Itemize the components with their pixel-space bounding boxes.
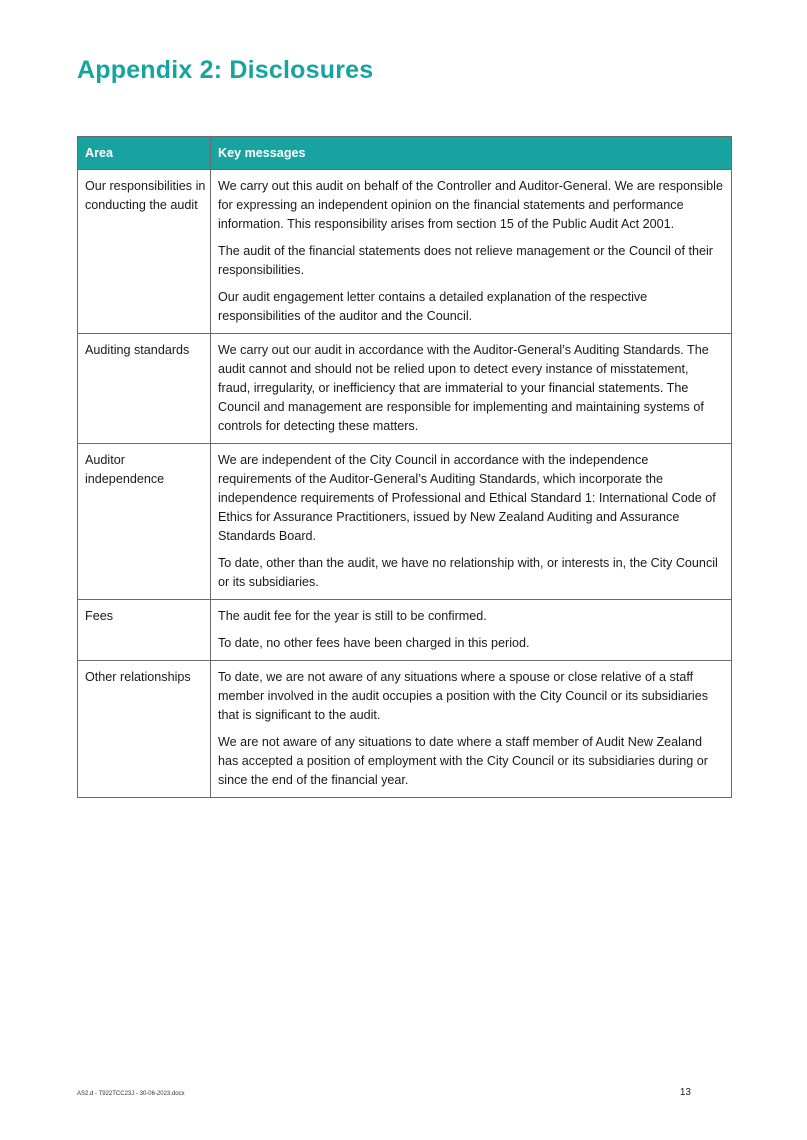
message-paragraph: We are not aware of any situations to date where a staff member of Audit New Zealand has accepted a position of employment with the City Council or its subsidiaries during or since the end of the financial year. bbox=[218, 735, 709, 787]
footer-document-reference: AS2.d - T922TCC23J - 30-06-2023.docx bbox=[77, 1091, 185, 1097]
page-number: 13 bbox=[679, 1087, 691, 1098]
area-cell: Fees bbox=[78, 600, 211, 661]
area-cell: Auditing standards bbox=[78, 334, 211, 444]
table-row bbox=[78, 600, 732, 661]
message-paragraph: The audit of the financial statements does not relieve management or the Council of their responsibilities. bbox=[218, 244, 713, 277]
message-paragraph: We carry out our audit in accordance with the Auditor-General’s Auditing Standards. The audit cannot and should not be relied upon to detect every instance of misstatement, fraud, irregularity, or inefficiency that are immaterial to your financial statements. The Council and management are responsible for implementing and maintaining systems of controls for detecting these matters. bbox=[218, 343, 709, 433]
disclosures-table bbox=[77, 136, 732, 798]
message-paragraph: To date, other than the audit, we have no relationship with, or interests in, the City Council or its subsidiaries. bbox=[218, 556, 718, 589]
message-paragraph: The audit fee for the year is still to be confirmed. bbox=[218, 609, 487, 623]
column-header-area: Area bbox=[78, 137, 211, 170]
page-title: Appendix 2: Disclosures bbox=[77, 56, 374, 84]
table-row bbox=[78, 170, 732, 334]
message-paragraph: Our audit engagement letter contains a detailed explanation of the respective responsibilities of the auditor and the Council. bbox=[218, 290, 648, 323]
message-paragraph: We are independent of the City Council in accordance with the independence requirements of the Auditor-General’s Auditing Standards, which incorporate the independence requirements of Professional and Ethical Standard 1: International Code of Ethics for Assurance Practitioners, issued by New Zealand Auditing and Assurance Standards Board. bbox=[218, 453, 716, 543]
message-paragraph: To date, we are not aware of any situations where a spouse or close relative of a staff member involved in the audit occupies a position with the City Council or its subsidiaries that is significant to the audit. bbox=[218, 670, 708, 722]
table-header-row bbox=[78, 137, 732, 170]
message-paragraph: We carry out this audit on behalf of the Controller and Auditor-General. We are responsible for expressing an independent opinion on the financial statements and performance information. This responsibility arises from section 15 of the Public Audit Act 2001. bbox=[218, 179, 723, 231]
key-messages-cell bbox=[211, 661, 732, 798]
key-messages-cell bbox=[211, 600, 732, 661]
message-paragraph: To date, no other fees have been charged in this period. bbox=[218, 636, 530, 650]
key-messages-cell bbox=[211, 444, 732, 600]
key-messages-cell bbox=[211, 170, 732, 334]
table-row bbox=[78, 334, 732, 444]
table-row bbox=[78, 661, 732, 798]
area-cell: Auditor independence bbox=[78, 444, 211, 600]
table-row bbox=[78, 444, 732, 600]
column-header-key-messages: Key messages bbox=[211, 137, 732, 170]
area-cell: Other relationships bbox=[78, 661, 211, 798]
key-messages-cell bbox=[211, 334, 732, 444]
area-cell: Our responsibilities in conducting the audit bbox=[78, 170, 211, 334]
